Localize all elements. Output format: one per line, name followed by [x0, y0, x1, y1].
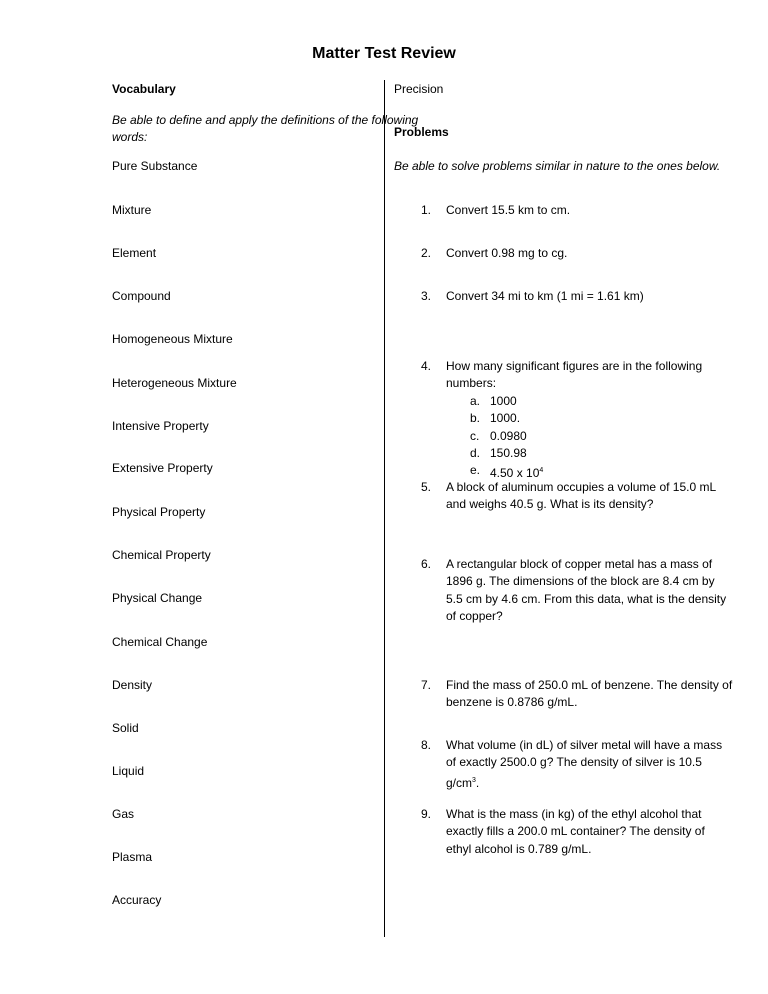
problem-text-line	[446, 496, 653, 513]
problem-text: and weighs 40.5 g. What is its density?	[446, 497, 654, 512]
problem-text: Find the mass of 250.0 mL of benzene. The density of	[446, 678, 733, 692]
vocab-term: Intensive Property	[112, 419, 209, 433]
problem-text-line	[446, 358, 702, 375]
page-title: Matter Test Review	[312, 45, 456, 62]
vocab-term: Liquid	[112, 764, 145, 778]
sub-item-value	[490, 445, 527, 462]
problem-number: 1.	[421, 203, 432, 217]
problem-number: 8.	[421, 738, 432, 752]
problem-text-line	[446, 608, 503, 625]
problem-text-line	[446, 823, 705, 840]
sub-item-value	[490, 410, 520, 427]
problem-text: Convert 34 mi to km (1 mi = 1.61 km)	[446, 289, 644, 303]
vocabulary-instruction-line: Be able to define and apply the definitions of the following	[112, 113, 419, 127]
sub-item-text: 150.98	[490, 446, 527, 460]
sub-item-label: a.	[470, 393, 481, 408]
problem-text-line	[446, 479, 716, 496]
sub-item-text: 1000.	[490, 411, 521, 426]
vocab-term: Accuracy	[112, 893, 162, 907]
problems-heading: Problems	[394, 125, 449, 139]
superscript: 3	[472, 776, 476, 784]
problems-instruction: Be able to solve problems similar in nature to the ones below.	[394, 159, 721, 173]
problem-text: exactly fills a 200.0 mL container? The density of	[446, 824, 705, 839]
problem-text: g/cm	[446, 775, 473, 790]
sub-item-label: c.	[470, 428, 480, 443]
problem-text-line	[446, 591, 726, 608]
problem-number: 9.	[421, 807, 432, 821]
problem-text-line	[446, 841, 591, 858]
problem-text-line	[446, 677, 732, 694]
problem-text-line	[446, 288, 644, 305]
problem-text: 5.5 cm by 4.6 cm. From this data, what is the density	[446, 591, 727, 606]
vocab-term: Chemical Change	[112, 635, 208, 649]
vocab-term: Heterogeneous Mixture	[112, 376, 237, 390]
problem-text: numbers:	[446, 376, 497, 391]
problem-number: 3.	[421, 289, 432, 303]
problem-text-line	[446, 375, 496, 392]
problem-text: benzene is 0.8786 g/mL.	[446, 695, 578, 710]
column-divider	[384, 80, 385, 937]
problem-number: 2.	[421, 246, 432, 260]
vocabulary-heading: Vocabulary	[112, 82, 176, 96]
vocab-term: Plasma	[112, 850, 153, 864]
problem-text-line	[446, 737, 722, 754]
problem-text: of exactly 2500.0 g? The density of silver is 10.5	[446, 755, 702, 770]
vocab-term: Extensive Property	[112, 461, 213, 475]
problem-text-line	[446, 806, 701, 823]
problem-number: 5.	[421, 480, 432, 494]
sub-item-value	[490, 393, 517, 410]
vocab-term: Solid	[112, 721, 139, 735]
problem-text-line	[446, 573, 715, 590]
sub-item-value	[490, 428, 527, 445]
problem-text: ethyl alcohol is 0.789 g/mL.	[446, 841, 592, 856]
problem-text: Convert 0.98 mg to cg.	[446, 246, 568, 260]
problem-text-line	[446, 754, 702, 771]
vocab-term: Element	[112, 246, 157, 260]
problem-text-tail: .	[475, 775, 480, 790]
vocab-term: Physical Property	[112, 505, 206, 519]
sub-item-text: 4.50 x 10	[490, 466, 540, 481]
vocab-term: Physical Change	[112, 591, 203, 605]
sub-item-label: d.	[470, 446, 481, 460]
problem-text: 1896 g. The dimensions of the block are 8.4 cm by	[446, 574, 715, 589]
vocab-term: Pure Substance	[112, 159, 198, 173]
vocabulary-instruction-line: words:	[112, 130, 148, 144]
vocab-term: Gas	[112, 807, 135, 821]
sub-item-label: e.	[470, 463, 481, 478]
sub-item-label: b.	[470, 411, 481, 426]
problem-number: 4.	[421, 359, 432, 373]
problem-text-line	[446, 202, 570, 219]
problem-text: How many significant figures are in the following	[446, 359, 703, 373]
vocab-term: Precision	[394, 82, 444, 96]
problem-text: What volume (in dL) of silver metal will have a mass	[446, 738, 723, 752]
problem-text: Convert 15.5 km to cm.	[446, 203, 571, 217]
problem-text-line	[446, 245, 567, 262]
superscript: 4	[539, 467, 544, 475]
sub-item-text: 1000	[490, 393, 517, 408]
vocab-term: Homogeneous Mixture	[112, 332, 233, 346]
problem-text-line	[446, 772, 479, 792]
problem-text: What is the mass (in kg) of the ethyl alcohol that	[446, 807, 702, 821]
vocab-term: Compound	[112, 289, 171, 303]
problem-text: A block of aluminum occupies a volume of 15.0 mL	[446, 480, 717, 494]
problem-number: 7.	[421, 678, 432, 692]
problem-text-line	[446, 556, 712, 573]
problem-text: A rectangular block of copper metal has a mass of	[446, 557, 713, 571]
sub-item-text: 0.0980	[490, 428, 527, 443]
problem-number: 6.	[421, 557, 432, 571]
problem-text-line	[446, 694, 577, 711]
vocab-term: Density	[112, 678, 153, 692]
vocab-term: Chemical Property	[112, 548, 211, 562]
vocab-term: Mixture	[112, 203, 152, 217]
problem-text: of copper?	[446, 609, 503, 624]
